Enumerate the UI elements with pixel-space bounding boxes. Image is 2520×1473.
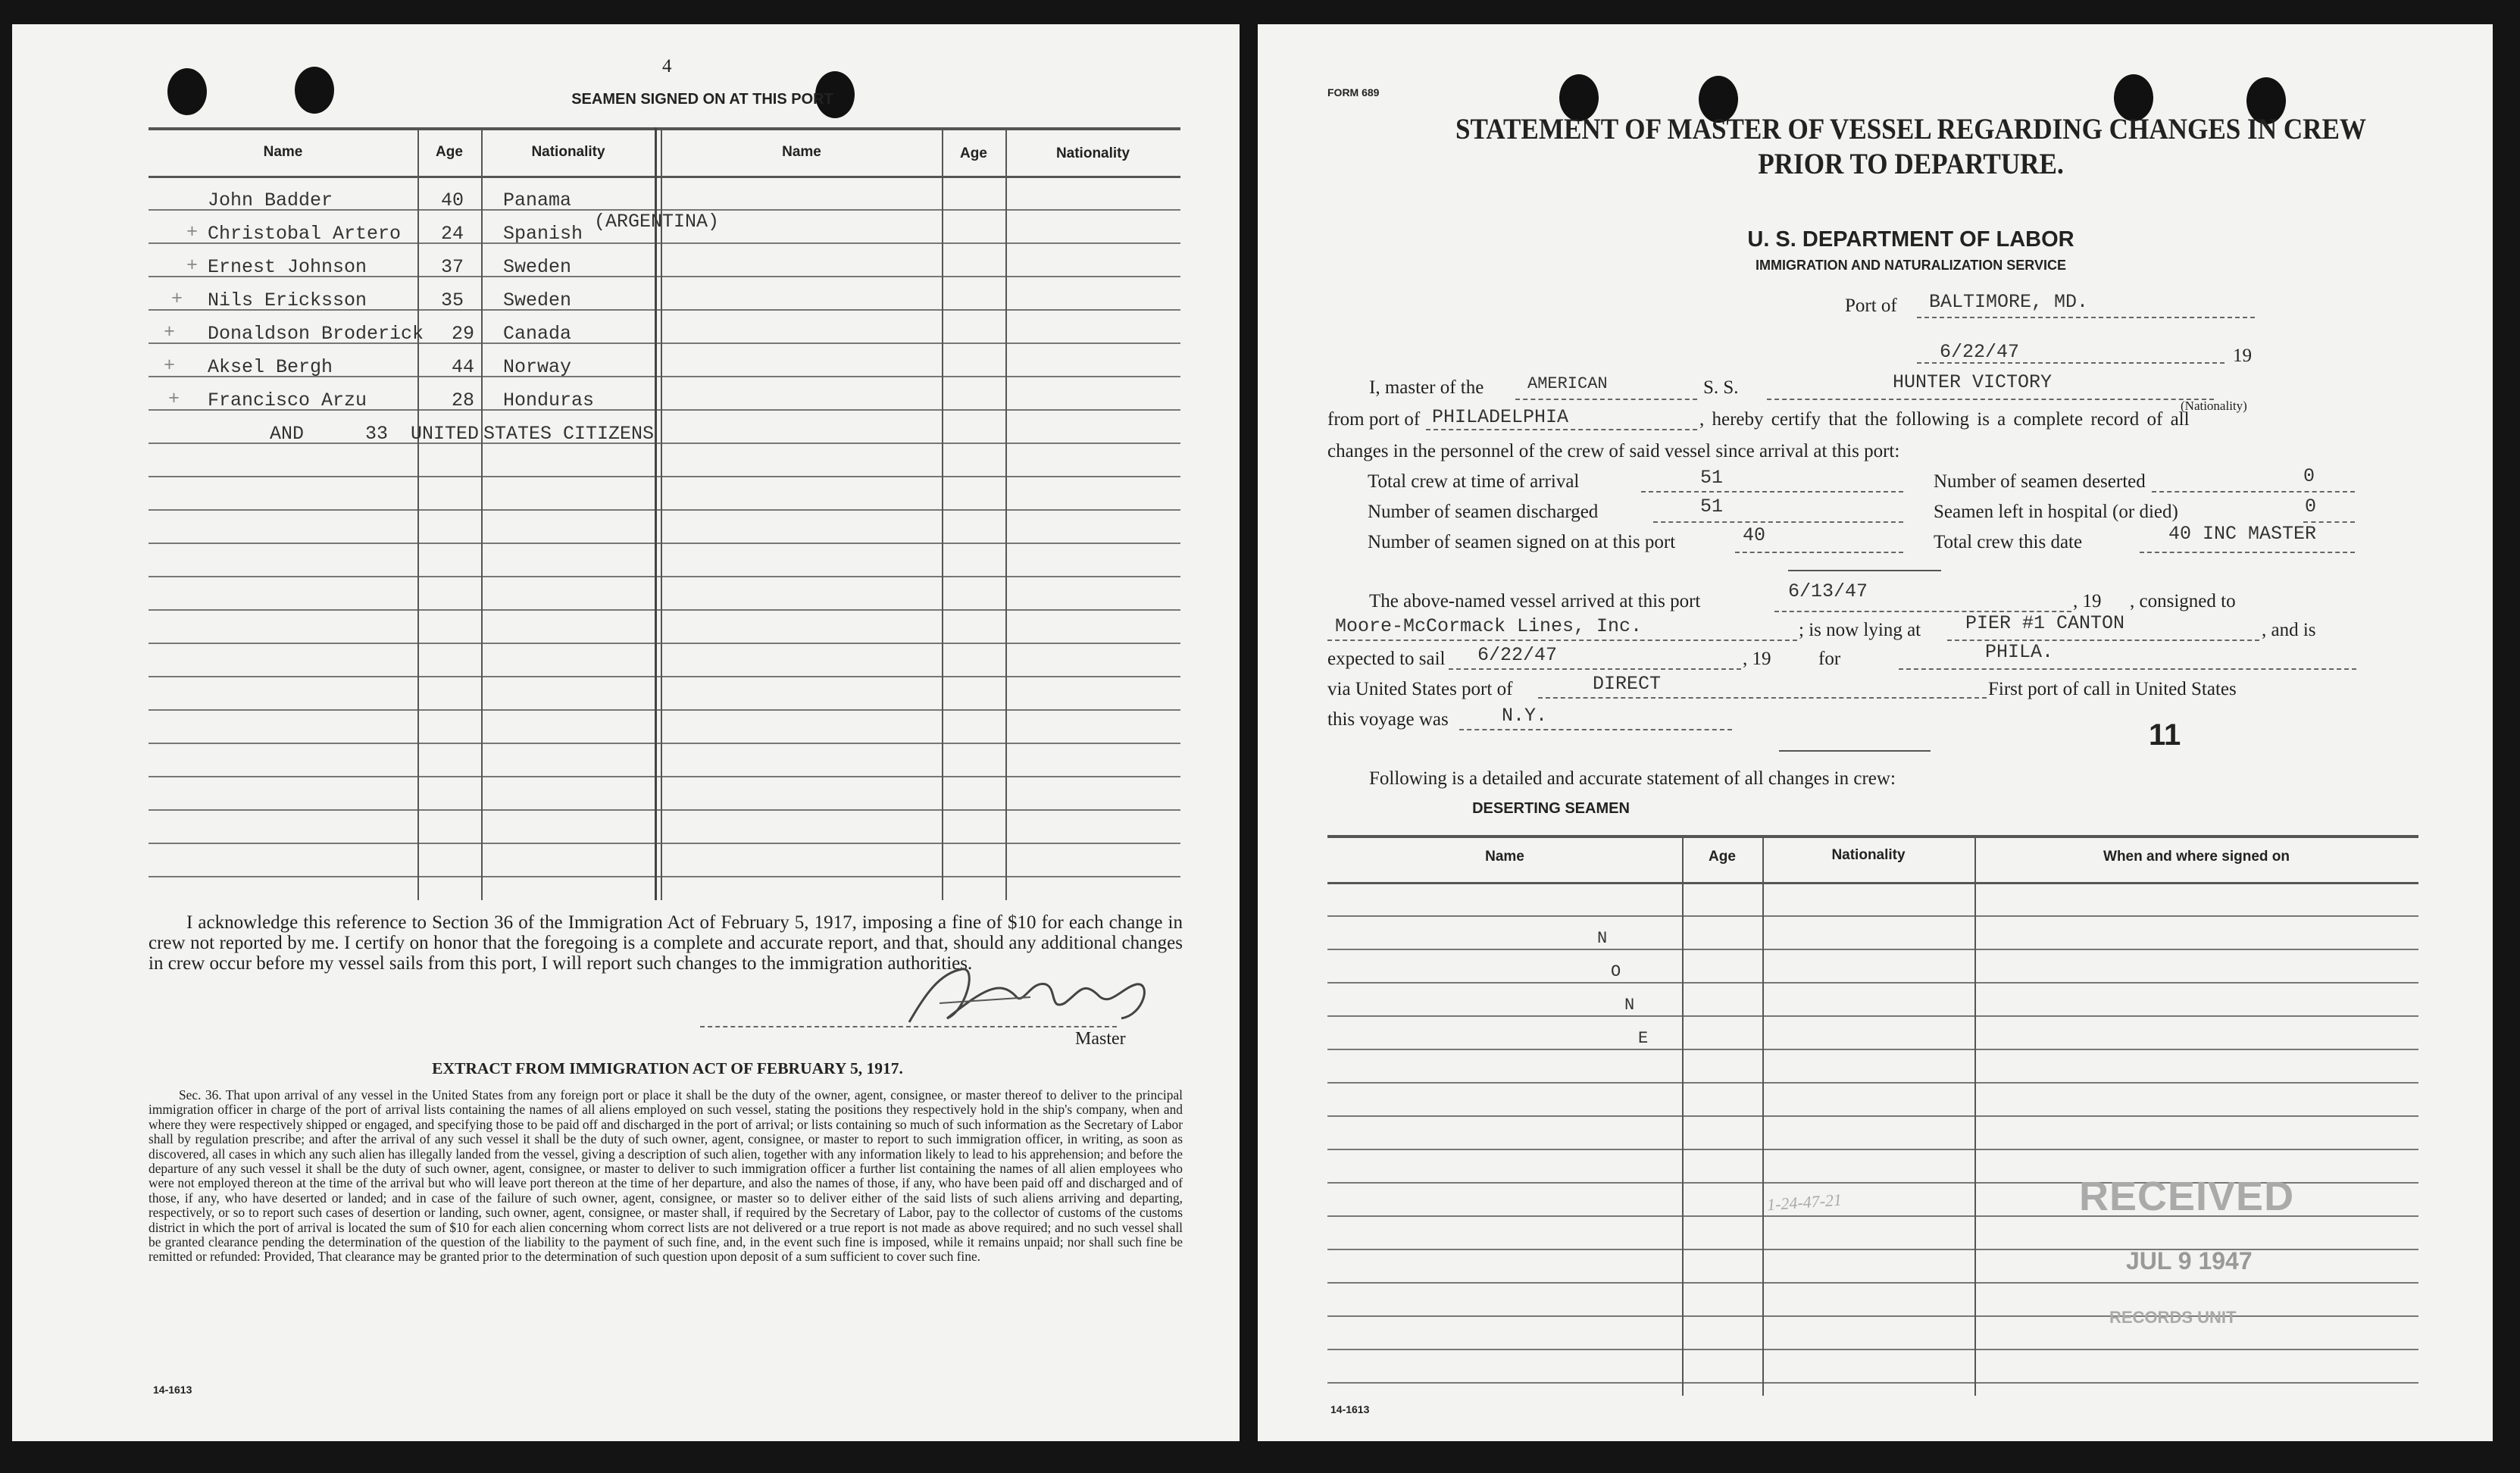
none-letter: O [1611,962,1621,981]
form-code-left: 14-1613 [153,1384,192,1396]
consignee-value: Moore-McCormack Lines, Inc. [1335,615,1643,637]
punch-hole [167,68,207,115]
crew-age: 37 [441,256,464,278]
table-rule [1327,1249,2418,1250]
table-rule [149,476,1180,477]
col-header-name: Name [263,144,303,160]
sail-19: , 19 [1743,649,1771,669]
table-rule [1327,1382,2418,1384]
form-number: FORM 689 [1327,86,1380,99]
crew-name: Ernest Johnson [208,256,367,278]
crew-nationality: Canada [503,323,572,345]
nationality-value: AMERICAN [1527,374,1608,393]
master-signature [894,950,1167,1034]
check-mark: + [186,221,199,243]
table-rule [149,643,1180,644]
check-mark: + [186,255,199,277]
check-mark: + [171,288,183,310]
left-title: SEAMEN SIGNED ON AT THIS PORT [571,91,833,108]
hospital-value: 0 [2305,496,2317,518]
and-is-label: , and is [2262,620,2316,640]
table-rule [1327,982,2418,984]
table-rule [149,609,1180,611]
none-letter: N [1597,929,1608,948]
crew-age: 29 [452,323,475,345]
left-page [12,24,1240,1441]
table-rule [1327,915,2418,917]
table-rule [149,843,1180,844]
table-rule [1327,949,2418,950]
crew-age: 28 [452,389,475,411]
table-rule [1327,1282,2418,1284]
sail-label: expected to sail [1327,649,1446,669]
crew-name: Francisco Arzu [208,389,367,411]
lying-label: ; is now lying at [1799,620,1921,640]
arrived-value: 6/13/47 [1788,580,1868,602]
voyage-label: this voyage was [1327,709,1449,730]
crew-nationality: Norway [503,356,572,378]
table-rule [1327,1349,2418,1350]
acknowledgment-text: I acknowledge this reference to Section 36 of the Immigration Act of February 5, 1917, imposing a fine of $10 for each change in crew not reported by me. I certify on honor that the foregoing is a complete and accurate report, and that, should any additional changes in crew occur before my vessel sails from this port, I will report such changes to the immigration authorities. [149,912,1183,974]
department-name: U. S. DEPARTMENT OF LABOR [1747,227,2074,252]
extract-title: EXTRACT FROM IMMIGRATION ACT OF FEBRUARY 5, 1917. [432,1059,903,1077]
service-name: IMMIGRATION AND NATURALIZATION SERVICE [1756,258,2066,273]
changes-text: changes in the personnel of the crew of said vessel since arrival at this port: [1327,441,1900,461]
table-rule [149,676,1180,677]
extract-text: Sec. 36. That upon arrival of any vessel in the United States from any foreign port or place it shall be the duty of the owner, agent, consignee, or master thereof to deliver to the principal immigration officer in charge of the port of arrival lists containing the names of all aliens employed on such vessel, stating the positions they respectively hold in the ship's company, when and where they were respectively shipped or engaged, and specifying those to be paid off and discharged in the port of arrival; or lists containing so much of such information as the Secretary of Labor shall by regulation prescribe; and after the arrival of any such vessel it shall be the duty of such owner, agent, consignee, or master to report to such immigration officer, in writing, as soon as discovered, all cases in which any such alien has illegally landed from the vessel, giving a description of such alien, together with any information likely to lead to his apprehension; and before the departure of any such vessel it shall be the duty of such owner, agent, consignee, or master to deliver to such immigration officer a further list containing the names of all alien employees who were not employed thereon at the time of the arrival but who will leave port thereon at the time of her departure, and also the names of those, if any, who have been paid off and discharged and of those, if any, who have deserted or landed; and in case of the failure of such owner, agent, consignee, or master so to deliver either of the said lists of such aliens arriving and departing, respectively, or so to report such cases of desertion or landing, such owner, agent, consignee, or master shall, if required by the Secretary of Labor, pay to the collector of customs of the customs district in which the port of arrival is located the sum of $10 for each alien concerning whom correct lists are not delivered or a true report is not made as above required; and no such vessel shall be granted clearance pending the determination of the question of the liability to the payment of such fine, and, in the event such fine is imposed, while it remains unpaid; nor shall such fine be remitted or refunded: Provided, That clearance may be granted prior to the determination of such question upon deposit of a sum sufficient to cover such fine. [149,1087,1183,1265]
table-rule [149,509,1180,511]
following-text: Following is a detailed and accurate statement of all changes in crew: [1369,768,1896,789]
total-arrival-value: 51 [1700,467,1724,489]
crew-name: John Badder [208,189,333,211]
table-rule [149,809,1180,811]
signed-on-value: 40 [1743,524,1766,546]
port-label: Port of [1845,296,1897,316]
check-mark: + [168,388,180,410]
hospital-label: Seamen left in hospital (or died) [1934,502,2178,522]
via-label: via United States port of [1327,679,1513,699]
deserted-value: 0 [2303,465,2315,487]
table-rule [1327,1315,2418,1317]
crew-nationality: Sweden [503,289,572,311]
table-rule [149,709,1180,711]
for-value: PHILA. [1985,641,2054,663]
received-date-stamp: JUL 9 1947 [2126,1247,2253,1274]
crew-nationality: Honduras [503,389,595,411]
col-header-nationality-2: Nationality [1055,145,1130,161]
received-stamp: RECEIVED [2079,1174,2295,1219]
table-rule [149,543,1180,544]
lying-value: PIER #1 CANTON [1965,612,2125,634]
col-header-age: Age [436,144,463,160]
desert-col-age: Age [1709,849,1736,865]
nationality-caption: (Nationality) [2181,399,2247,413]
total-date-value: 40 INC MASTER [2168,523,2317,545]
table-rule [1327,1082,2418,1084]
check-mark: + [164,355,176,377]
discharged-value: 51 [1700,496,1724,518]
summary-and: AND [270,423,305,445]
master-label: Master [1075,1029,1126,1049]
crew-name: Donaldson Broderick [208,323,424,345]
crew-name: Christobal Artero [208,223,402,245]
crew-age: 35 [441,289,464,311]
col-header-name-2: Name [782,144,821,160]
records-unit-stamp: RECORDS UNIT [2109,1308,2237,1327]
handwritten-number: 11 [2149,718,2181,752]
table-rule [149,576,1180,577]
consigned-label: , 19 , consigned to [2073,591,2236,611]
ss-label: S. S. [1703,377,1739,398]
right-title-line2: PRIOR TO DEPARTURE. [1758,148,2064,180]
table-rule [1327,1049,2418,1050]
table-rule [1327,1015,2418,1017]
deserting-title: DESERTING SEAMEN [1472,800,1630,817]
desert-col-nationality: Nationality [1831,847,1906,863]
table-rule [149,743,1180,744]
table-rule [149,776,1180,777]
for-label: for [1818,649,1841,669]
date-suffix: 19 [2233,346,2252,366]
signed-on-label: Number of seamen signed on at this port [1368,532,1676,552]
table-rule [1327,1115,2418,1117]
desert-col-name: Name [1485,849,1524,865]
desert-col-signed-on: When and where signed on [2103,849,2290,865]
crew-age: 24 [441,223,464,245]
master-of-label: I, master of the [1369,377,1484,398]
voyage-value: N.Y. [1502,705,1548,727]
via-value: DIRECT [1593,673,1662,695]
right-page [1258,24,2493,1441]
date-value: 6/22/47 [1940,341,2020,363]
arrived-label: The above-named vessel arrived at this port [1369,591,1701,611]
crew-nationality: Panama [503,189,572,211]
total-date-label: Total crew this date [1934,532,2083,552]
table-rule [1327,1149,2418,1150]
argentina-note: (ARGENTINA) [594,211,720,233]
deserted-label: Number of seamen deserted [1934,471,2146,492]
crew-nationality: Spanish [503,223,583,245]
from-port-value: PHILADELPHIA [1432,406,1569,428]
col-header-nationality: Nationality [531,144,605,160]
crew-age: 44 [452,356,475,378]
page-number: 4 [662,56,672,77]
none-letter: E [1638,1029,1649,1048]
certify-text: , hereby certify that the following is a complete record of all [1699,409,2190,430]
check-mark: + [164,321,176,343]
summary-united: UNITED [411,423,480,445]
total-arrival-label: Total crew at time of arrival [1368,471,1580,492]
sail-value: 6/22/47 [1477,644,1558,666]
summary-states: STATES CITIZENS [483,423,655,445]
pencil-note: 1-24-47-21 [1766,1190,1843,1215]
port-value: BALTIMORE, MD. [1929,291,2089,313]
discharged-label: Number of seamen discharged [1368,502,1599,522]
from-port-label: from port of [1327,409,1421,430]
none-letter: N [1624,996,1635,1015]
summary-count: 33 [365,423,389,445]
right-title-line1: STATEMENT OF MASTER OF VESSEL REGARDING CHANGES IN CREW [1455,113,2367,145]
crew-age: 40 [441,189,464,211]
crew-name: Aksel Bergh [208,356,333,378]
punch-hole [295,67,334,114]
crew-name: Nils Ericksson [208,289,367,311]
table-rule [149,876,1180,877]
col-header-age-2: Age [960,145,987,161]
vessel-value: HUNTER VICTORY [1893,371,2053,393]
crew-nationality: Sweden [503,256,572,278]
first-port-label: First port of call in United States [1988,679,2237,699]
form-code-right: 14-1613 [1330,1403,1370,1415]
